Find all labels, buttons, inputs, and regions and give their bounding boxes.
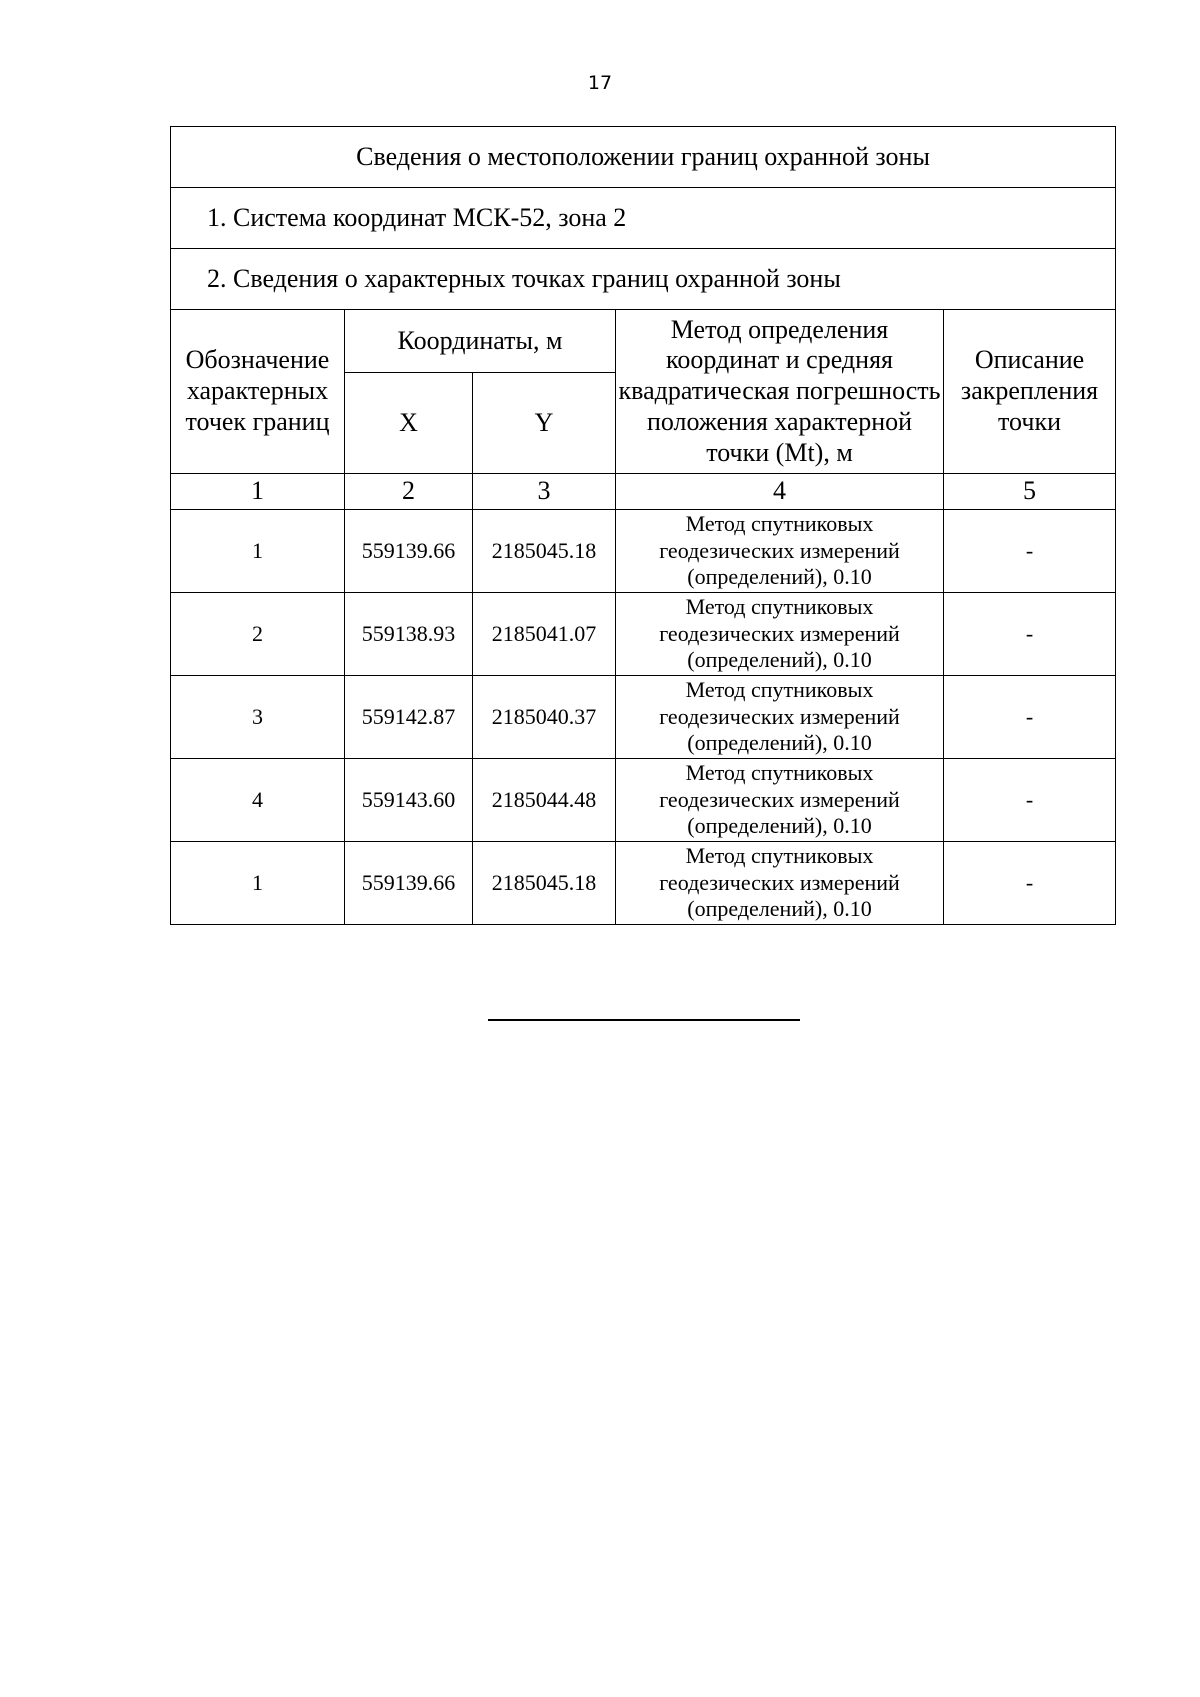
coord-x: 559138.93	[345, 593, 473, 676]
coord-x: 559143.60	[345, 759, 473, 842]
point-id: 2	[171, 593, 345, 676]
table-title: Сведения о местоположении границ охранной зоны	[171, 127, 1116, 188]
point-id: 3	[171, 676, 345, 759]
fixing-description: -	[944, 676, 1116, 759]
coord-y: 2185040.37	[473, 676, 616, 759]
method-text: Метод спутниковых геодезических измерений (определений), 0.10	[616, 593, 944, 676]
page-number: 17	[587, 72, 613, 94]
coord-y: 2185044.48	[473, 759, 616, 842]
coord-y: 2185045.18	[473, 842, 616, 925]
coord-x: 559139.66	[345, 510, 473, 593]
points-info-row: 2. Сведения о характерных точках границ охранной зоны	[171, 249, 1116, 310]
table-row	[171, 676, 1116, 759]
column-number-row	[171, 474, 1116, 510]
header-designation: Обозначение характерных точек границ	[171, 310, 345, 474]
coord-x: 559142.87	[345, 676, 473, 759]
fixing-description: -	[944, 759, 1116, 842]
column-number: 2	[345, 474, 473, 510]
coord-y: 2185045.18	[473, 510, 616, 593]
fixing-description: -	[944, 510, 1116, 593]
method-text: Метод спутниковых геодезических измерений (определений), 0.10	[616, 510, 944, 593]
header-description: Описание закрепления точки	[944, 310, 1116, 474]
method-text: Метод спутниковых геодезических измерений (определений), 0.10	[616, 759, 944, 842]
header-coordinates: Координаты, м	[345, 310, 616, 373]
fixing-description: -	[944, 842, 1116, 925]
table-row	[171, 510, 1116, 593]
header-method: Метод определения координат и средняя квадратическая погрешность положения характерной точки (Mt), м	[616, 310, 944, 474]
header-y: Y	[473, 373, 616, 474]
table-row	[171, 759, 1116, 842]
fixing-description: -	[944, 593, 1116, 676]
coordinate-system-row: 1. Система координат МСК-52, зона 2	[171, 188, 1116, 249]
coord-y: 2185041.07	[473, 593, 616, 676]
method-text: Метод спутниковых геодезических измерений (определений), 0.10	[616, 842, 944, 925]
boundary-points-table	[170, 126, 1116, 925]
method-text: Метод спутниковых геодезических измерений (определений), 0.10	[616, 676, 944, 759]
point-id: 4	[171, 759, 345, 842]
table-row	[171, 842, 1116, 925]
table-row	[171, 593, 1116, 676]
column-number: 1	[171, 474, 345, 510]
point-id: 1	[171, 842, 345, 925]
header-x: X	[345, 373, 473, 474]
end-divider	[488, 1019, 800, 1021]
point-id: 1	[171, 510, 345, 593]
column-number: 5	[944, 474, 1116, 510]
coord-x: 559139.66	[345, 842, 473, 925]
column-number: 3	[473, 474, 616, 510]
column-number: 4	[616, 474, 944, 510]
